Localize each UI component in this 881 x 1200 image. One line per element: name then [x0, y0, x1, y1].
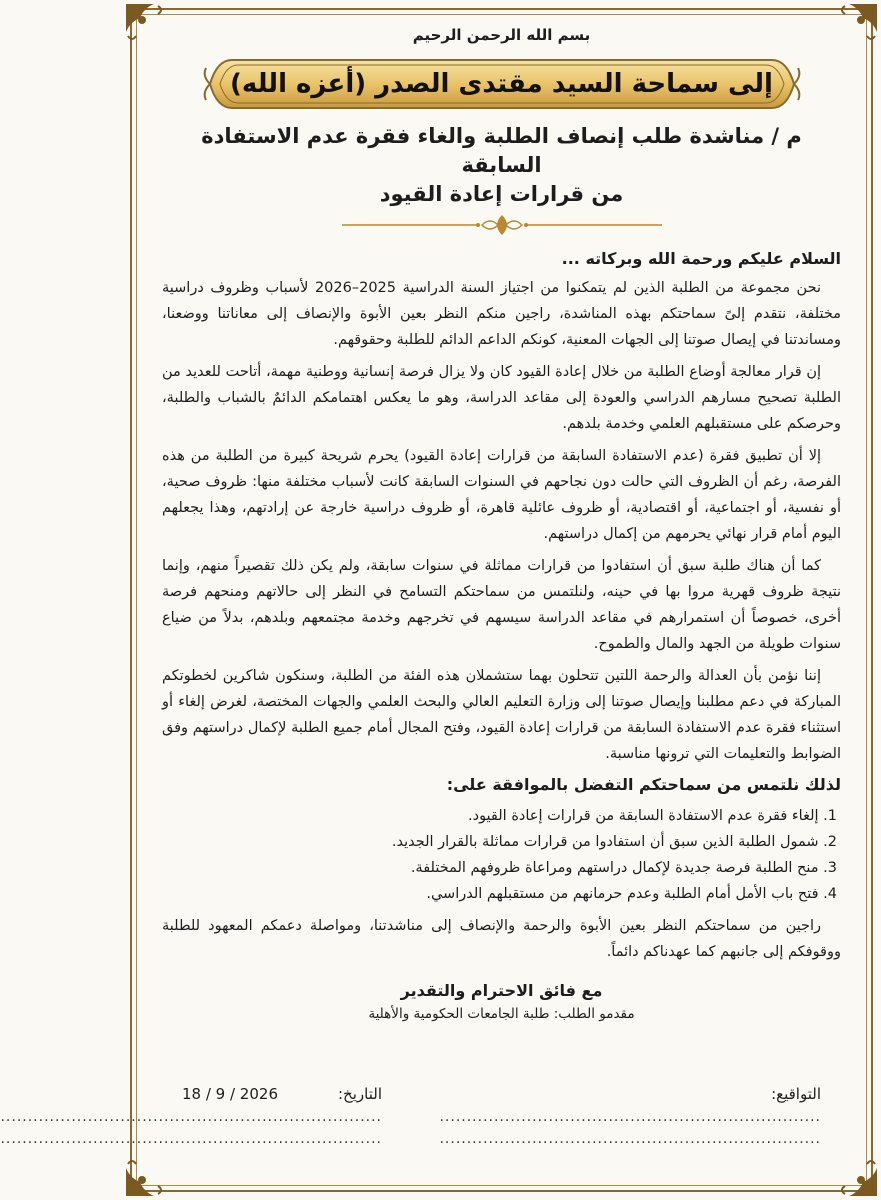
date-value: 18 / 9 / 2026 [182, 1085, 278, 1103]
date-label: التاريخ: [338, 1085, 382, 1103]
paragraph: كما أن هناك طلبة سبق أن استفادوا من قرارات مماثلة في سنوات سابقة، ولم يكن ذلك تقصيراً منهم، وإنما نتيجة ظروف قهرية مروا بها في حينه، ولنلتمس من سماحتكم التسامح في النظر إلى حالاتهم ومنحهم فرصة أخرى، خصوصاً أن استمرارهم في مقاعد الدراسة سيسهم في تخرجهم وخدمة مجتمعهم وبلدهم، بدلاً من ضياع سنوات طويلة من الجهد والمال والطموح. [162, 558, 841, 652]
signature-row [0, 1082, 841, 1172]
paragraph: إننا نؤمن بأن العدالة والرحمة اللتين تتحلون بهما ستشملان هذه الفئة من الطلبة، وسنكون شاكرين لخطوتكم المباركة في دعم مطلبنا وإيصال صوتنا إلى وزارة التعليم العالي والبحث العلمي والجهات المختصة، لغرض إلغاء أو استثناء فقرة عدم الاستفادة السابقة من قرارات إعادة القيود، وفتح المجال أمام جميع الطلبة لإكمال دراستهم وفق الضوابط والتعليمات التي ترونها مناسبة. [162, 668, 841, 762]
signatures-label: التواقيع: [771, 1085, 821, 1103]
list-item: 2. شمول الطلبة الذين سبق أن استفادوا من قرارات مماثلة بالقرار الجديد. [391, 834, 837, 850]
signature-line: ...................................................................... [439, 1131, 821, 1147]
submitter: مقدمو الطلب: طلبة الجامعات الحكومية والأهلية [368, 1006, 635, 1022]
paragraph: إن قرار معالجة أوضاع الطلبة من خلال إعادة القيود كان ولا يزال فرصة إنسانية ووطنية مهمة، أتاحت للعديد من الطلبة تصحيح مسارهم الدراسي والعودة إلى مقاعد الدراسة، وهو ما يعكس اهتمامكم الدائمٌ بالشباب والطلبة، وحرصكم على مستقبلهم العلمي وخدمة بلدهم. [162, 364, 841, 432]
paragraph: إلا أن تطبيق فقرة (عدم الاستفادة السابقة من قرارات إعادة القيود) يحرم شريحة كبيرة من الطلبة من هذه الفرصة، رغم أن الظروف التي حالت دون نجاحهم في السنوات السابقة كانت لأسباب مختلفة منها: ظروف صحية، أو نفسية، أو اجتماعية، أو اقتصادية، أو ظروف عائلية قاهرة، أو ظروف دراسية خارجة عن إرادتهم، وهذا يجعلهم اليوم أمام قرار نهائي يحرمهم من إكمال دراستهم. [162, 448, 841, 542]
list-item: 1. إلغاء فقرة عدم الاستفادة السابقة من قرارات إعادة القيود. [468, 808, 837, 824]
addressee-title: إلى سماحة السيد مقتدى الصدر (أعزه الله) [230, 69, 773, 99]
date-block [0, 1082, 382, 1150]
letter-content [0, 22, 841, 1180]
date-line: ...................................................................... [0, 1131, 382, 1147]
date-line: ...................................................................... [0, 1109, 382, 1125]
subject [162, 122, 841, 209]
requests-list [162, 803, 841, 907]
final-paragraph: راجين من سماحتكم النظر بعين الأبوة والرحمة والإنصاف إلى مناشدتنا، ومواصلة دعمكم المعهود للطلبة ووقوفكم إلى جانبهم كما عهدناكم دائماً. [162, 918, 841, 960]
paragraph: نحن مجموعة من الطلبة الذين لم يتمكنوا من اجتياز السنة الدراسية 2025–2026 لأسباب وظروف دراسية مختلفة، نتقدم إلىً سماحتكم بهذه المناشدة، راجين منكم النظر بعين الأبوة والإنصاف إلى معاناتنا ووضعنا، ومساندتنا في إيصال صوتنا إلى الجهات المعنية، كونكم الداعم الدائم للطلبة وحقوقهم. [162, 280, 841, 348]
subject-line-2: من قرارات إعادة القيود [379, 182, 624, 206]
list-item: 4. فتح باب الأمل أمام الطلبة وعدم حرمانهم من مستقبلهم الدراسي. [426, 886, 837, 902]
signature-line: ...................................................................... [439, 1109, 821, 1125]
list-item: 3. منح الطلبة فرصة جديدة لإكمال دراستهم ومراعاة ظروفهم المختلفة. [410, 860, 837, 876]
ornamental-divider-icon [342, 213, 662, 237]
requests-heading: لذلك نلتمس من سماحتكم التفضل بالموافقة على: [446, 775, 841, 794]
greeting: السلام عليكم ورحمة الله وبركاته ... [561, 249, 841, 268]
signatures-block [439, 1082, 821, 1150]
closing: مع فائق الاحترام والتقدير [400, 981, 603, 1000]
basmala: بسم الله الرحمن الرحيم [412, 26, 591, 44]
addressee-banner [202, 56, 802, 112]
subject-line-1: م / مناشدة طلب إنصاف الطلبة والغاء فقرة عدم الاستفادة السابقة [201, 124, 802, 177]
